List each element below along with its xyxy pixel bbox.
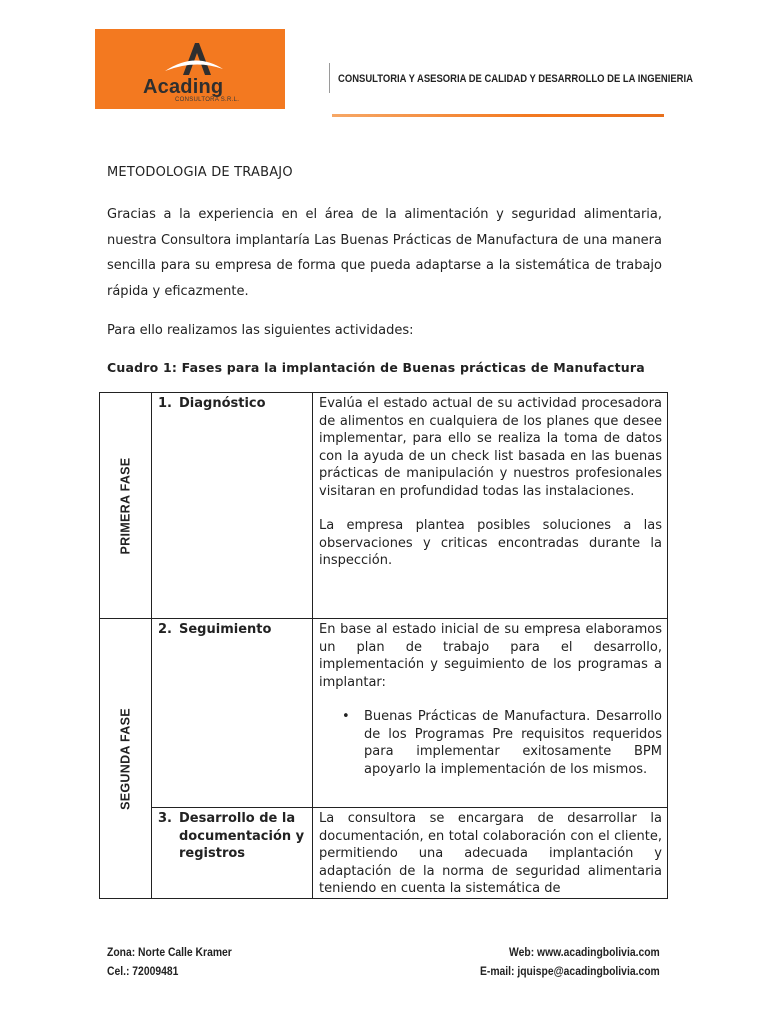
phase-label: PRIMERA FASE <box>117 457 132 554</box>
company-logo <box>95 29 285 109</box>
footer-contact-right <box>480 944 660 981</box>
phase-cell-1 <box>100 393 152 619</box>
list-item: • Buenas Prácticas de Manufactura. Desarrollo de los Programas Pre requisitos requeridos para implementar exitosamente BPM apoyarlo la implementación de los mismos. <box>364 708 662 778</box>
step-title: Desarrollo de la documentación y registros <box>179 811 305 861</box>
footer-address: Zona: Norte Calle Kramer <box>107 947 232 959</box>
table-caption: Cuadro 1: Fases para la implantación de Buenas prácticas de Manufactura <box>107 360 645 375</box>
description-text: La empresa plantea posibles soluciones a las observaciones y criticas encontradas durante la inspección. <box>319 518 662 568</box>
step-cell-3 <box>152 808 313 899</box>
header-divider <box>329 63 330 93</box>
footer-email-link[interactable]: E-mail: jquispe@acadingbolivia.com <box>480 965 660 978</box>
description-cell-1 <box>313 393 668 619</box>
footer-contact-left <box>107 944 232 981</box>
logo-name: Acading <box>143 76 224 98</box>
description-text: En base al estado inicial de su empresa elaboramos un plan de trabajo para el desarrollo, implementación y seguimiento de los programas a implantar: <box>319 622 662 690</box>
table-row <box>100 619 668 808</box>
step-number: 1. <box>158 396 172 411</box>
table-row <box>100 393 668 619</box>
phase-label: SEGUNDA FASE <box>117 707 132 810</box>
description-text: Evalúa el estado actual de su actividad procesadora de alimentos en cualquiera de los planes que desee implementar, para ello se realiza la toma de datos con la ayuda de un check list basada en las buenas prácticas de manipulación y nuestros profesionales visitaran en profundidad todas las instalaciones. <box>319 396 662 499</box>
intro-paragraph: Gracias a la experiencia en el área de la alimentación y seguridad alimentaria, nuestra Consultora implantaría Las Buenas Prácticas de Manufactura de una manera sencilla para su empresa de forma que pueda adaptarse a la sistemática de trabajo rápida y eficazmente. <box>107 207 662 299</box>
table-row <box>100 808 668 899</box>
footer-website-link[interactable]: Web: www.acadingbolivia.com <box>509 947 660 959</box>
logo-subtitle: CONSULTORA S.R.L. <box>175 97 240 103</box>
phases-table <box>99 392 668 899</box>
footer-phone: Cel.: 72009481 <box>107 965 179 978</box>
bullet-list <box>319 708 662 778</box>
description-text: La consultora se encargara de desarrollar la documentación, en total colaboración con el cliente, permitiendo una adecuada implantación y adaptación de la norma de seguridad alimentaria teniendo en cuenta la sistemática de <box>319 811 662 896</box>
activities-intro: Para ello realizamos las siguientes actividades: <box>107 323 414 338</box>
step-title: Seguimiento <box>179 622 272 637</box>
step-number: 2. <box>158 622 172 637</box>
section-heading: METODOLOGIA DE TRABAJO <box>107 165 293 180</box>
header-title: CONSULTORIA Y ASESORIA DE CALIDAD Y DESARROLLO DE LA INGENIERIA <box>338 73 693 85</box>
description-cell-3 <box>313 808 668 899</box>
phase-cell-2 <box>100 619 152 899</box>
step-title: Diagnóstico <box>179 396 266 411</box>
step-number: 3. <box>158 811 172 826</box>
description-cell-2 <box>313 619 668 808</box>
step-cell-2 <box>152 619 313 808</box>
header-underline <box>332 114 664 117</box>
step-cell-1 <box>152 393 313 619</box>
